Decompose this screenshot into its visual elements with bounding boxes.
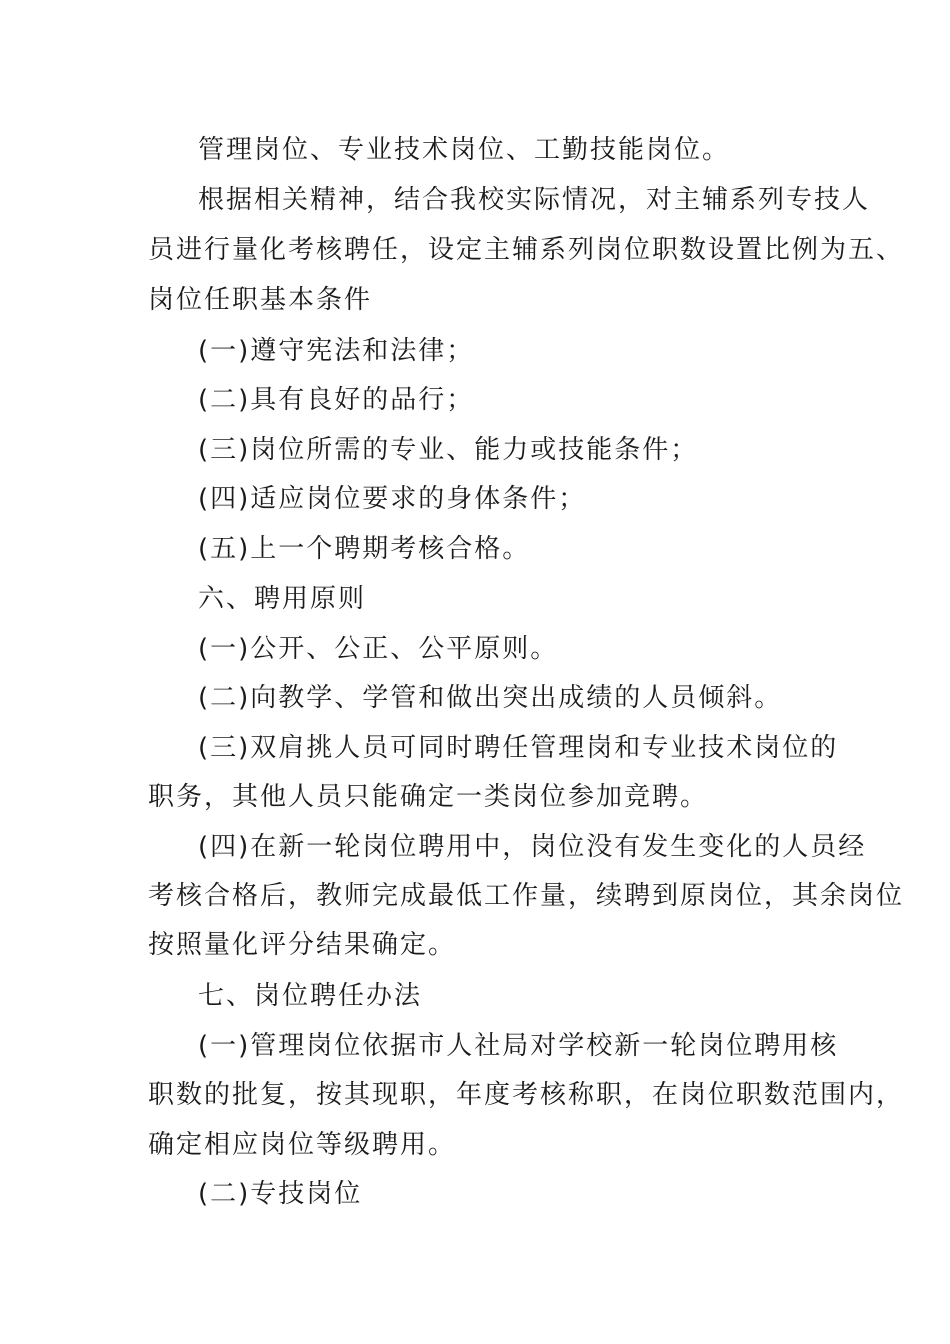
- list-item: (一)遵守宪法和法律；: [198, 336, 475, 366]
- list-item: (四)在新一轮岗位聘用中，岗位没有发生变化的人员经: [198, 832, 867, 862]
- text-line: 员进行量化考核聘任，设定主辅系列岗位职数设置比例为五、: [148, 235, 905, 265]
- text-line: 考核合格后，教师完成最低工作量，续聘到原岗位，其余岗位: [148, 881, 905, 911]
- list-item: (二)具有良好的品行；: [198, 385, 475, 415]
- section-heading: 岗位任职基本条件: [148, 285, 373, 315]
- text-line: 管理岗位、专业技术岗位、工勤技能岗位。: [198, 135, 731, 165]
- section-heading: 六、聘用原则: [198, 584, 367, 614]
- text-line: 确定相应岗位等级聘用。: [148, 1130, 457, 1160]
- list-item: (一)公开、公正、公平原则。: [198, 634, 559, 664]
- text-line: 职务，其他人员只能确定一类岗位参加竞聘。: [148, 782, 709, 812]
- list-item: (一)管理岗位依据市人社局对学校新一轮岗位聘用核: [198, 1031, 839, 1061]
- text-line: 按照量化评分结果确定。: [148, 930, 457, 960]
- section-heading: 七、岗位聘任办法: [198, 981, 423, 1011]
- text-line: 根据相关精神，结合我校实际情况，对主辅系列专技人: [198, 185, 871, 215]
- list-item: (二)向教学、学管和做出突出成绩的人员倾斜。: [198, 683, 783, 713]
- list-item: (三)岗位所需的专业、能力或技能条件；: [198, 435, 699, 465]
- list-item: (五)上一个聘期考核合格。: [198, 534, 531, 564]
- list-item: (三)双肩挑人员可同时聘任管理岗和专业技术岗位的: [198, 733, 839, 763]
- text-line: 职数的批复，按其现职，年度考核称职，在岗位职数范围内，: [148, 1080, 905, 1110]
- list-item: (四)适应岗位要求的身体条件；: [198, 484, 587, 514]
- list-item: (二)专技岗位: [198, 1179, 363, 1209]
